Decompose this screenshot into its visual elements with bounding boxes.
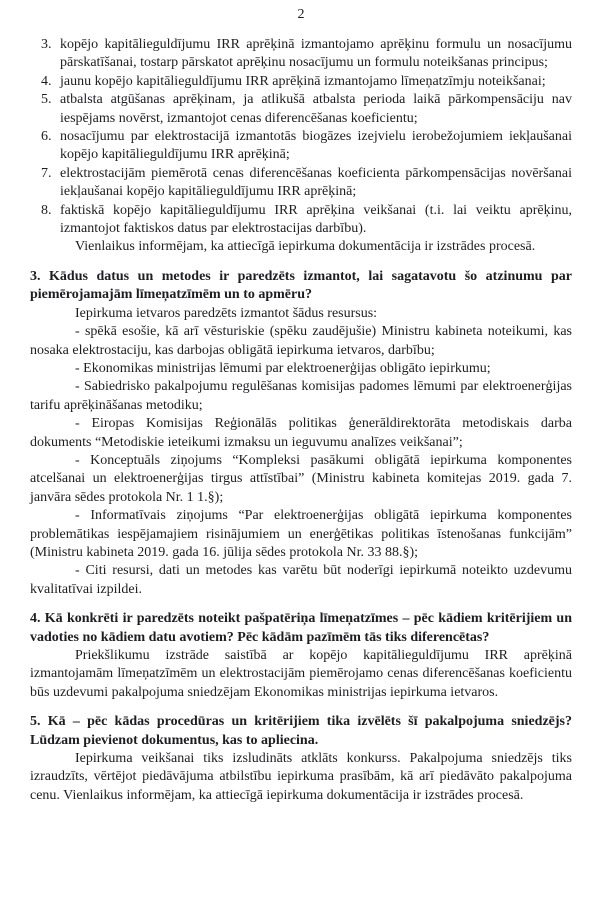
paragraph: - Citi resursi, dati un metodes kas varētu būt noderīgi iepirkumā noteikto uzdevumu kvalitatīvai izpildei. xyxy=(30,563,572,597)
section-heading: 3. Kādus datus un metodes ir paredzēts izmantot, lai sagatavotu šo atzinumu par piemērojamajām līmeņatzīmēm un to apmēru? xyxy=(30,268,572,303)
list-item-text: kopējo kapitālieguldījumu IRR aprēķinā izmantojamo aprēķinu formulu un nosacījumu pārskatīšanai, tostarp pārskatot aprēķinu nosacījumu un formulu noteikšanas principus; xyxy=(60,37,572,71)
list-item-7 xyxy=(30,165,572,202)
paragraph: - Eiropas Komisijas Reģionālās politikas ģenerāldirektorāta metodiskais darba dokuments “Metodiskie ieteikumi izmaksu un ieguvumu analīzes veikšanai”; xyxy=(30,416,572,450)
list-item-number: 5. xyxy=(41,92,52,108)
paragraph: - spēkā esošie, kā arī vēsturiskie (spēku zaudējušie) Ministru kabineta noteikumi, kas nosaka elektrostaciju, kas darbojas obligātā iepirkuma ietvaros, darbību; xyxy=(30,324,572,358)
list-item-text: nosacījumu par elektrostacijā izmantotās biogāzes izejvielu ierobežojumiem iekļaušanai kopējo kapitālieguldījumu IRR aprēķinā; xyxy=(60,129,572,163)
list-item-4 xyxy=(30,73,572,91)
list-item-text: faktiskā kopējo kapitālieguldījumu IRR aprēķina veikšanai (t.i. lai veiktu aprēķinu, izmantojot faktiskos datus par elektrostacijas darbību). xyxy=(60,202,572,237)
list-item-5 xyxy=(30,91,572,128)
list-item-text: elektrostacijām piemērotā cenas diferencēšanas koeficienta pārkompensācijas novēršanai iekļaušanai kopējo kapitālieguldījumu IRR aprēķinā; xyxy=(60,165,572,200)
page-number: 2 xyxy=(297,7,305,22)
list-item-number: 4. xyxy=(41,73,52,89)
list-item-number: 3. xyxy=(41,37,52,52)
paragraph: - Informatīvais ziņojums “Par elektroenerģijas obligātā iepirkuma komponentes problemātikas iespējamajiem risinājumiem un enerģētikas politikas īstenošanas funkcijām” (Ministru kabineta 2019. gada 16. jūlija sēdes protokola Nr. 33 88.§); xyxy=(30,508,572,560)
paragraph: Iepirkuma veikšanai tiks izsludināts atklāts konkurss. Pakalpojuma sniedzējs tiks izraudzīts, vērtējot piedāvājuma atbilstību iepirkuma prasībām, kā arī piedāvāto pakalpojuma cenu. Vienlaikus informējam, ka attiecīgā iepirkuma dokumentācija ir izstrādes procesā. xyxy=(30,751,572,803)
section-question-3 xyxy=(30,268,572,599)
section-heading: 4. Kā konkrēti ir paredzēts noteikt pašpatēriņa līmeņatzīmes – pēc kādiem kritērijiem un vadoties no kādiem datu avotiem? Pēc kādām pazīmēm tās tiks diferencētas? xyxy=(30,611,572,645)
section-question-5 xyxy=(30,713,572,805)
list-item-8 xyxy=(30,202,572,239)
paragraph: - Ekonomikas ministrijas lēmumi par elektroenerģijas obligāto iepirkumu; xyxy=(75,360,491,376)
list-item-text: jaunu kopējo kapitālieguldījumu IRR aprēķinā izmantojamo līmeņatzīmju noteikšanai; xyxy=(60,73,546,89)
paragraph: - Sabiedrisko pakalpojumu regulēšanas komisijas padomes lēmumi par elektroenerģijas tarifu aprēķināšanas metodiku; xyxy=(30,379,572,413)
paragraph: Iepirkuma ietvaros paredzēts izmantot šādus resursus: xyxy=(75,305,378,321)
list-item-3 xyxy=(30,36,572,73)
paragraph: - Konceptuāls ziņojums “Kompleksi pasākumi obligātā iepirkuma komponentes atcelšanai un elektroenerģijas tirgus attīstībai” (Ministru kabineta komitejas 2019. gada 7. janvāra sēdes protokola Nr. 1 1.§); xyxy=(30,452,572,505)
section-heading: 5. Kā – pēc kādas procedūras un kritērijiem tika izvēlēts šī pakalpojuma sniedzējs? Lūdzam pievienot dokumentus, kas to apliecina. xyxy=(30,714,572,748)
note-paragraph: Vienlaikus informējam, ka attiecīgā iepirkuma dokumentācija ir izstrādes procesā. xyxy=(75,239,536,255)
list-item-6 xyxy=(30,128,572,165)
paragraph: Priekšlikumu izstrāde saistībā ar kopējo kapitālieguldījumu IRR aprēķinā izmantojamām līmeņatzīmēm un elektrostacijām piemērojamo cenas diferencēšanas koeficientu būs uzdevumi pakalpojuma sniedzējam Ekonomikas ministrijas iepirkuma ietvaros. xyxy=(30,648,572,700)
list-item-number: 6. xyxy=(41,129,52,145)
list-item-number: 8. xyxy=(41,202,52,218)
numbered-list xyxy=(30,36,572,238)
section-question-4 xyxy=(30,610,572,702)
list-item-number: 7. xyxy=(41,165,52,181)
list-item-text: atbalsta atgūšanas aprēķinam, ja atlikušā atbalsta perioda laikā pārkompensāciju nav iespējams novērst, izmantojot cenas diferencēšanas koeficientu; xyxy=(60,92,572,126)
